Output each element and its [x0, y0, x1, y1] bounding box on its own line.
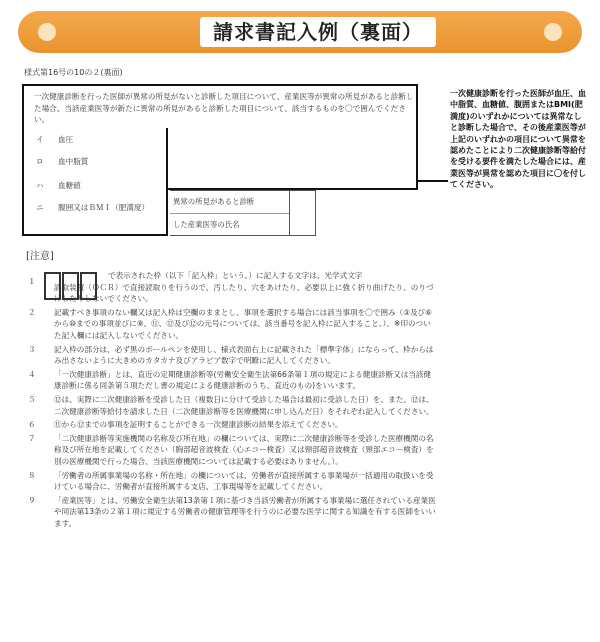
note-item: ８ 「労働者の所属事業場の名称・所在地」の欄については、労働者が直接所属する事業場が一括適用の取扱いを受けている場合に、労働者が直接所属する支店、工事現場等を記載してください。	[28, 470, 434, 492]
option-blood-sugar[interactable]: ハ 血糖値	[36, 181, 81, 190]
note-item: ６ ⑪から⑫までの事項を証明することができる一次健康診断の結果を添えてください。	[28, 420, 343, 430]
option-blood-lipids[interactable]: ロ 血中脂質	[36, 157, 89, 166]
note-item: １ で表示された枠（以下「記入枠」という。）に記入する文字は、光学式文字	[28, 270, 438, 282]
options-box	[22, 128, 168, 236]
option-blood-pressure[interactable]: イ 血圧	[36, 135, 74, 144]
doctor-name-table	[170, 190, 290, 236]
table-row: した産業医等の氏名	[170, 213, 289, 236]
note-item: ２ 記載すべき事項のない欄又は記入枠は空欄のままとし、事項を選択する場合には該当事項を〇で囲み（③及び⑥から⑩までの事項並びに⑨、⑪、⑫及び⑫の元号については、該当番号を記入枠に記入すること。）、※印のついた記入欄には記入しないでください。	[28, 307, 432, 340]
doctor-name-field[interactable]	[290, 190, 316, 236]
explanation-text: 一次健康診断を行った医師が血圧、血中脂質、血糖値、腹囲またはBMI(肥満度)のいずれかについては異常なしと診断した場合で、その後産業医等が上記のいずれかの項目について異常を認めたことにより二次健康診断等給付を受ける要件を満たした場合には、産業医等が異常を認めた項目に〇を付してください。	[450, 89, 586, 190]
note-item: ５ ⑫は、実際に二次健康診断を受診した日（複数日に分けて受診した場合は最初に受診した日）を、また、⑫は、二次健康診断等給付を請求した日（二次健康診断等を医療機関に申し込んだ日）をそれぞれ記入してください。	[28, 394, 434, 416]
note-item-cont: 読取装置（ＯＣＲ）で直接読取りを行うので、汚したり、穴をあけたり、必要以上に強く折り曲げたり、のりづけしたりしないでください。	[54, 282, 434, 304]
note-item: ７ 「二次健康診断等実施機関の名称及び所在地」の欄については、実際に二次健康診断等を受診した医療機関の名称及び所在地を記載してください（胸部超音波検査（心エコー検査）又は頸部超音波検査（頸部エコー検査）を別の医療機関で行った場合、当該医療機関については記載する必要はありません。）。	[28, 433, 434, 466]
findings-instructions: 一次健康診断を行った医師が異常の所見がないと診断した項目について、産業医等が異常の所見があると診断した場合、当該産業医等が新たに異常の所見があると診断した項目について、該当するものを〇で囲んでください。	[34, 92, 414, 125]
page-title: 請求書記入例（裏面）	[200, 17, 436, 47]
notes-heading: [注意]	[26, 251, 54, 262]
form-section	[22, 84, 418, 236]
option-waist-bmi[interactable]: ニ 腹囲又はＢＭＩ（肥満度）	[36, 203, 150, 212]
note-item: ９ 「産業医等」とは、労働安全衛生法第13条第１項に基づき当該労働者が所属する事業場に選任されている産業医や同法第13条の２第１項に規定する労働者の健康管理等を行うのに必要な医学に関する知識を有する医師をいいます。	[28, 495, 436, 528]
table-row: 異常の所見があると診断	[173, 197, 255, 206]
title-banner	[18, 11, 582, 53]
notes-list	[28, 262, 438, 531]
form-number: 様式第16号の10の２(裏面)	[24, 68, 123, 77]
note-item: ３ 記入枠の部分は、必ず黒のボールペンを使用し、様式表面右上に記載された「標準字体」にならって、枠からはみ出さないように大きめのカタカナ及びアラビア数字で明瞭に記入してください。	[28, 344, 434, 366]
connector-line	[418, 180, 448, 182]
note-item: ４ 「一次健康診断」とは、直近の定期健康診断等(労働安全衛生法第66条第１項の規定による健康診断又は当該健康診断に係る同条第５項ただし書の規定による健康診断のうち、直近のもの)をいいます。	[28, 369, 432, 391]
